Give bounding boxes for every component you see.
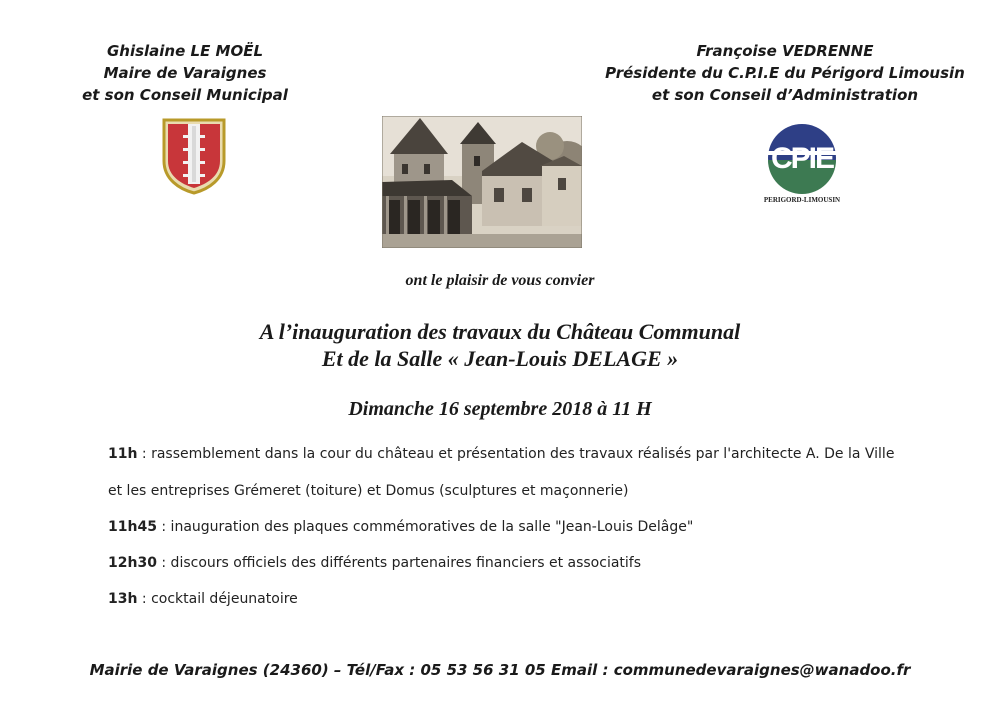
- program-item: [108, 483, 628, 499]
- event-title-line-2: Et de la Salle « Jean-Louis DELAGE »: [321, 346, 679, 371]
- program-item: [108, 591, 298, 607]
- program-text: : inauguration des plaques commémoratives de la salle "Jean-Louis Delâge": [156, 519, 694, 535]
- contact-footer: Mairie de Varaignes (24360) – Tél/Fax : 05 53 56 31 05 Email : communedevaraignes@wanadoo.fr: [89, 661, 911, 679]
- event-title: [0, 318, 1000, 372]
- program-time: 11h: [108, 446, 138, 462]
- program-text: : cocktail déjeunatoire: [137, 591, 298, 607]
- event-date: Dimanche 16 septembre 2018 à 11 H: [348, 398, 652, 420]
- program-text: et les entreprises Grémeret (toiture) et Domus (sculptures et maçonnerie): [108, 483, 629, 499]
- program-time: 13h: [108, 591, 138, 607]
- logo-letters: CPIE: [770, 142, 834, 175]
- program-text: : rassemblement dans la cour du château et présentation des travaux réalisés par l'architecte A. De la Ville: [137, 446, 895, 462]
- left-host-council: et son Conseil Municipal: [82, 86, 288, 104]
- invitation-line: ont le plaisir de vous convier: [405, 272, 595, 289]
- left-host-block: [60, 40, 310, 106]
- left-host-role: Maire de Varaignes: [103, 64, 267, 82]
- right-host-name: Françoise VEDRENNE: [696, 42, 874, 60]
- program-item: [108, 519, 693, 535]
- program-item: [108, 446, 894, 462]
- left-host-name: Ghislaine LE MOËL: [106, 42, 264, 60]
- program-item: [108, 555, 641, 571]
- logo-caption: PERIGORD-LIMOUSIN: [763, 196, 841, 204]
- program-text: : discours officiels des différents partenaires financiers et associatifs: [156, 555, 642, 571]
- program-time: 12h30: [108, 555, 157, 571]
- right-host-role: Présidente du C.P.I.E du Périgord Limousin: [605, 64, 965, 82]
- event-title-line-1: A l’inauguration des travaux du Château Communal: [259, 319, 741, 344]
- right-host-block: [600, 40, 970, 106]
- cpie-logo-icon: [760, 122, 844, 206]
- coat-of-arms-icon: [161, 117, 227, 195]
- program-time: 11h45: [108, 519, 157, 535]
- right-host-council: et son Conseil d’Administration: [651, 86, 919, 104]
- chateau-photo: [382, 116, 582, 248]
